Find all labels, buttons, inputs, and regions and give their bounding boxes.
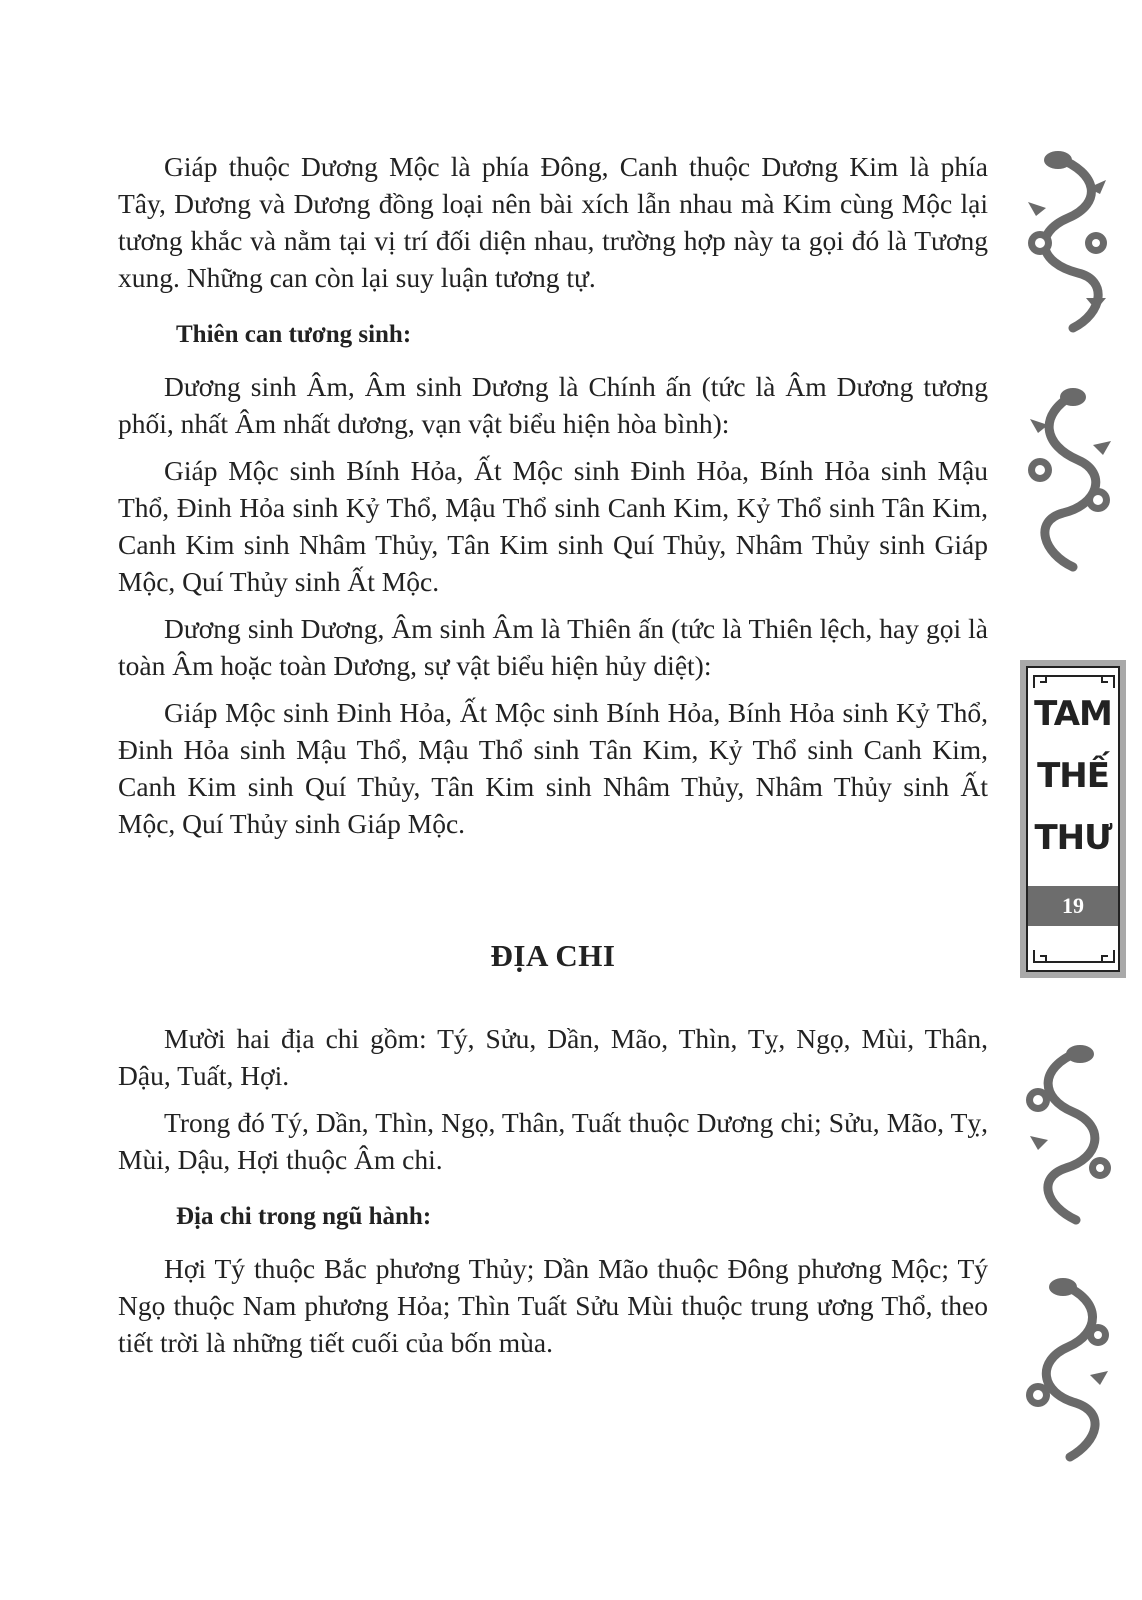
subheading-dia-chi-ngu-hanh: Địa chi trong ngũ hành: [176, 1203, 432, 1230]
paragraph: Dương sinh Dương, Âm sinh Âm là Thiên ấn (tức là Thiên lệch, hay gọi là toàn Âm hoặc toàn Dương, sự vật biểu hiện hủy diệt): [118, 613, 988, 681]
frame-ornament-top [1032, 672, 1116, 690]
book-title-frame [1026, 666, 1120, 972]
page-body [118, 148, 988, 1371]
dragon-icon [1018, 148, 1118, 338]
paragraph: Giáp thuộc Dương Mộc là phía Đông, Canh thuộc Dương Kim là phía Tây, Dương và Dương đồng loại nên bài xích lẫn nhau mà Kim cùng Mộc lại tương khắc và nằm tại vị trí đối diện nhau, trường hợp này ta gọi đó là Tương xung. Những can còn lại suy luận tương tự. [118, 151, 988, 293]
frame-ornament-bottom [1032, 948, 1116, 966]
tab-title-line-3: THƯ [1034, 818, 1112, 858]
dragon-icon [1018, 1275, 1118, 1465]
paragraph: Trong đó Tý, Dần, Thìn, Ngọ, Thân, Tuất thuộc Dương chi; Sửu, Mão, Tỵ, Mùi, Dậu, Hợi thuộc Âm chi. [118, 1107, 988, 1175]
subheading-thien-can-tuong-sinh: Thiên can tương sinh: [176, 321, 412, 348]
paragraph: Giáp Mộc sinh Bính Hỏa, Ất Mộc sinh Đinh Hỏa, Bính Hỏa sinh Mậu Thổ, Đinh Hỏa sinh Kỷ Thổ, Mậu Thổ sinh Canh Kim, Kỷ Thổ sinh Tân Kim, Canh Kim sinh Nhâm Thủy, Tân Kim sinh Quí Thủy, Nhâm Thủy sinh Giáp Mộc, Quí Thủy sinh Ất Mộc. [118, 455, 988, 597]
paragraph: Giáp Mộc sinh Đinh Hỏa, Ất Mộc sinh Bính Hỏa, Bính Hỏa sinh Kỷ Thổ, Đinh Hỏa sinh Mậu Thổ, Mậu Thổ sinh Tân Kim, Kỷ Thổ sinh Canh Kim, Canh Kim sinh Quí Thủy, Tân Kim sinh Nhâm Thủy, Nhâm Thủy sinh Ất Mộc, Quí Thủy sinh Giáp Mộc. [118, 697, 988, 839]
dragon-icon [1018, 385, 1118, 575]
paragraph: Hợi Tý thuộc Bắc phương Thủy; Dần Mão thuộc Đông phương Mộc; Tý Ngọ thuộc Nam phương Hỏa; Thìn Tuất Sửu Mùi thuộc trung ương Thổ, theo tiết trời là những tiết cuối của bốn mùa. [118, 1253, 988, 1358]
chapter-title: ĐỊA CHI [490, 938, 616, 973]
dragon-icon [1018, 1040, 1118, 1230]
tab-title-line-1: TAM [1034, 694, 1112, 734]
paragraph: Mười hai địa chi gồm: Tý, Sửu, Dần, Mão, Thìn, Tỵ, Ngọ, Mùi, Thân, Dậu, Tuất, Hợi. [118, 1023, 988, 1091]
paragraph: Dương sinh Âm, Âm sinh Dương là Chính ấn (tức là Âm Dương tương phối, nhất Âm nhất dương, vạn vật biểu hiện hòa bình): [118, 371, 988, 439]
page-number: 19 [1028, 886, 1118, 926]
tab-title-line-2: THẾ [1037, 756, 1109, 796]
book-title-tab [1020, 660, 1126, 978]
